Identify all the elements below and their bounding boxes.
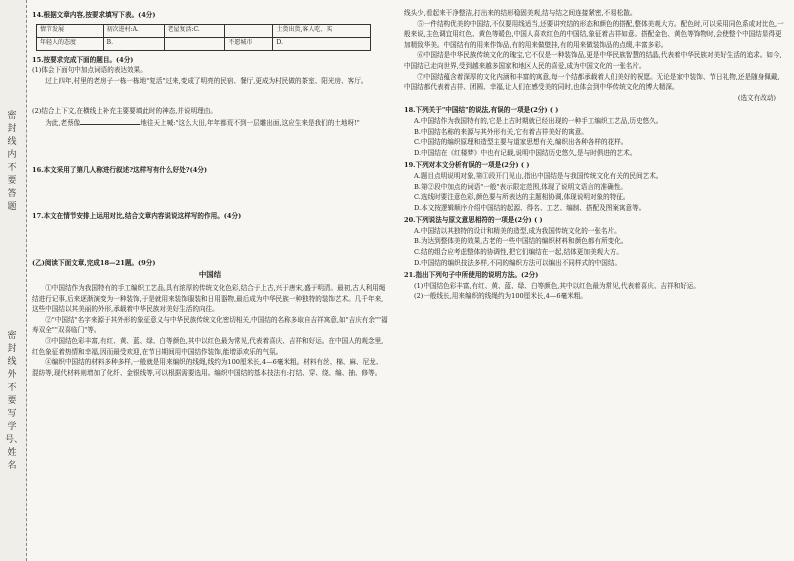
question-21-stem: 21.指出下列句子中所使用的说明方法。(2分) [404, 271, 539, 280]
table-cell: D. [273, 37, 371, 50]
question-15-part-2: (2)结合上下文,在横线上补充主要要填此时的神态,并说明理由。 [32, 107, 217, 116]
question-15-stem: 15.按要求完成下面的题目。(4分) [32, 55, 134, 64]
answer-paren[interactable]: ( ) [520, 161, 530, 170]
seal-line-bottom: 密封线外不要写学号、姓名 [5, 331, 24, 471]
table-cell [164, 37, 225, 50]
left-column [32, 8, 388, 378]
question-19-stem: 19.下列对本文分析有误的一项是(2分) ( ) [404, 161, 530, 170]
option-a: A.中国结以其独特的设计和精美的造型,成为我国传统文化的一张名片。 [414, 226, 621, 235]
seal-line-top: 密封线内不要答题 [7, 111, 17, 212]
article-paragraph: ⑤一件结构优美的中国结,不仅要用线适当,还要讲究结的形态和颜色的搭配,整体美观大方。配色时,可以采用同色系或对比色,一般来说,主色调宜用红色、黄色等暖色,中国人喜欢红色的中国结,象征着吉祥如意。搭配金色、黄色等饰物时,会使整个中国结显得更加精致华美。中国结有的用来作饰品,有的用来做壁挂,有的用来做装饰品的点缀,丰富多彩。 [404, 19, 784, 49]
option-d: D.中国结的编织技法多样,不同的编织方法可以编出不同样式的中国结。 [414, 258, 622, 267]
option-a: A.题目点明说明对象,第①段开门见山,指出中国结是与我国传统文化有关的民间艺术。 [414, 171, 663, 180]
answer-blank[interactable] [80, 117, 140, 125]
table-cell: B. [103, 37, 164, 50]
question-16-stem: 16.本文采用了第几人称进行叙述?这样写有什么好处?(4分) [32, 165, 208, 174]
question-14-table [36, 24, 371, 51]
article-paragraph: ④编织中国结的材料多种多样,一般就是用来编织的线绳,线约为100厘米长,4—6毫米粗。材料有丝、棉、麻、尼龙、混纺等,现代材料则增加了化纤、金银线等,可以根据需要选用。编织中国结的基本技法有:打结、穿、绕、编、抽、修等。 [32, 358, 383, 377]
option-c: C.选线时要注意色彩,颜色要与所表达的主题相协调,体现说明对象的特征。 [414, 193, 630, 202]
question-15-quote-2 [32, 117, 388, 129]
question-21-part-2: (2)一般线长,用来编织的线绳约为100厘米长,4—6毫米粗。 [414, 292, 587, 301]
question-21-part-1: (1)中国结色彩丰富,有红、黄、蓝、绿、白等颜色,其中以红色最为常见,代表着喜庆、吉祥和好运。 [414, 281, 700, 290]
answer-paren[interactable]: ( ) [534, 216, 543, 225]
article-paragraph: 线头少,看起来干净整洁,打出来的结形稳固美观,结与结之间连接紧密,不易松散。 [404, 9, 637, 17]
question-15-part-1: (1)体会下面句中加点词语的表达效果。 [32, 66, 147, 75]
table-cell: 不愿城市 [225, 37, 273, 50]
table-cell: 初次进村:A. [103, 24, 164, 37]
article-paragraph: ②"中国结"名字来源于其外形的象征意义与中华民族传统文化密切相关,中国结的名称多取自吉祥寓意,如"吉庆有余""福寿双全""双喜临门"等。 [32, 315, 388, 335]
table-cell: 情节发展 [37, 24, 104, 37]
question-20-stem: 20.下列说法与原文意思相符的一项是(2分) ( ) [404, 216, 543, 225]
article-paragraph: ⑦中国结蕴含着深厚的文化内涵和丰富的寓意,每一个结都承载着人们美好的祝愿。无论是家中装饰、节日礼物,还是随身佩戴,中国结都代表着吉祥、团圆、幸福,让人们在感受美的同时,也体会到中华传统文化的博大精深。 [404, 72, 780, 92]
question-15-quote-1: 过上四年,村里的老房子一栋一栋地"复活"过来,变成了明亮的民宿、餐厅,更成为村民做的茶室、阳光房、客厅。 [45, 76, 368, 85]
option-c: C.中国结的编织原理和造型主要与道家思想有关,编织出各种各样的花样。 [414, 138, 628, 147]
part-2-heading: (乙)阅读下面文章,完成18—21题。(9分) [32, 258, 156, 267]
quote-2-start: 为此,老蔡像 [45, 118, 81, 127]
question-14-stem: 14.根据文章内容,按要求填写下表。(4分) [32, 11, 156, 19]
seal-margin [0, 0, 27, 561]
article-title: 中国结 [198, 270, 222, 280]
table-row [37, 24, 371, 37]
table-row [37, 37, 371, 50]
option-c: C.结的组合应考虑整体的协调性,把它们编结在一起,结体更加美观大方。 [414, 248, 623, 257]
table-cell: 年轻人的态度 [37, 37, 104, 50]
source-credit: (选文有改动) [737, 93, 776, 102]
answer-paren[interactable]: ( ) [549, 106, 559, 115]
table-cell: 老屋复活:C. [164, 24, 225, 37]
question-17-stem: 17.本文在情节安排上运用对比,结合文章内容说说这样写的作用。(4分) [32, 212, 242, 221]
quote-2-end: 地往天上喊:"这么大田,年年都荒不到一层雕出面,这应生来是我们的土地呀!" [140, 118, 360, 127]
right-column [404, 8, 786, 302]
article-paragraph: ③中国结色彩丰富,有红、黄、蓝、绿、白等颜色,其中以红色最为常见,代表着喜庆、吉祥和好运。在中国人的观念里,红色象征着热情和幸福,因而最受欢迎,在节日期间用中国结作装饰,能增添欢乐的气氛。 [32, 336, 384, 356]
article-paragraph: ①中国结作为我国特有的手工编织工艺品,具有浓厚的传统文化色彩,结合于上古,兴于唐宋,盛于明清。最初,古人利用绳结进行记事,后来逐渐演变为一种装饰,于是就用来装饰服装和日用器物,最后成为中华民族一种独特的装饰艺术。几千年来,这些中国结以其美丽的外形,承载着中华民族对美好生活的向往。 [32, 283, 386, 314]
question-18-stem: 18.下列关于"中国结"的说法,有误的一项是(2分) ( ) [404, 106, 559, 115]
option-a: A.中国结作为我国特有的,它是上古时期就已经出现的一种手工编织工艺品,历史悠久。 [414, 116, 663, 125]
article-paragraph: ⑥中国结是中华民族传统文化的瑰宝,它不仅是一种装饰品,更是中华民族智慧的结晶,代表着中华民族对美好生活的追求。如今,中国结已走向世界,受到越来越多国家和地区人民的喜爱,成为中国文化的一张名片。 [404, 51, 782, 70]
option-b: B.第②段中加点的词语"一般"表示限定范围,体现了说明文语言的准确性。 [414, 182, 627, 191]
option-b: B.为达到整体美的效果,古老的一些中国结的编织材料和颜色都有所变化。 [414, 237, 628, 246]
option-d: D.本文按逻辑顺序介绍中国结的起源、得名、工艺、编制、搭配及图案寓意等。 [414, 203, 646, 212]
table-cell [225, 24, 273, 37]
option-b: B.中国结名称的来源与其外形有关,它有着吉祥美好的寓意。 [414, 127, 588, 136]
table-cell: 土货出货,客人吃、买 [273, 24, 371, 37]
option-d: D.中国结在《红楼梦》中也有记载,说明中国结历史悠久,是与时俱进的艺术。 [414, 148, 637, 157]
